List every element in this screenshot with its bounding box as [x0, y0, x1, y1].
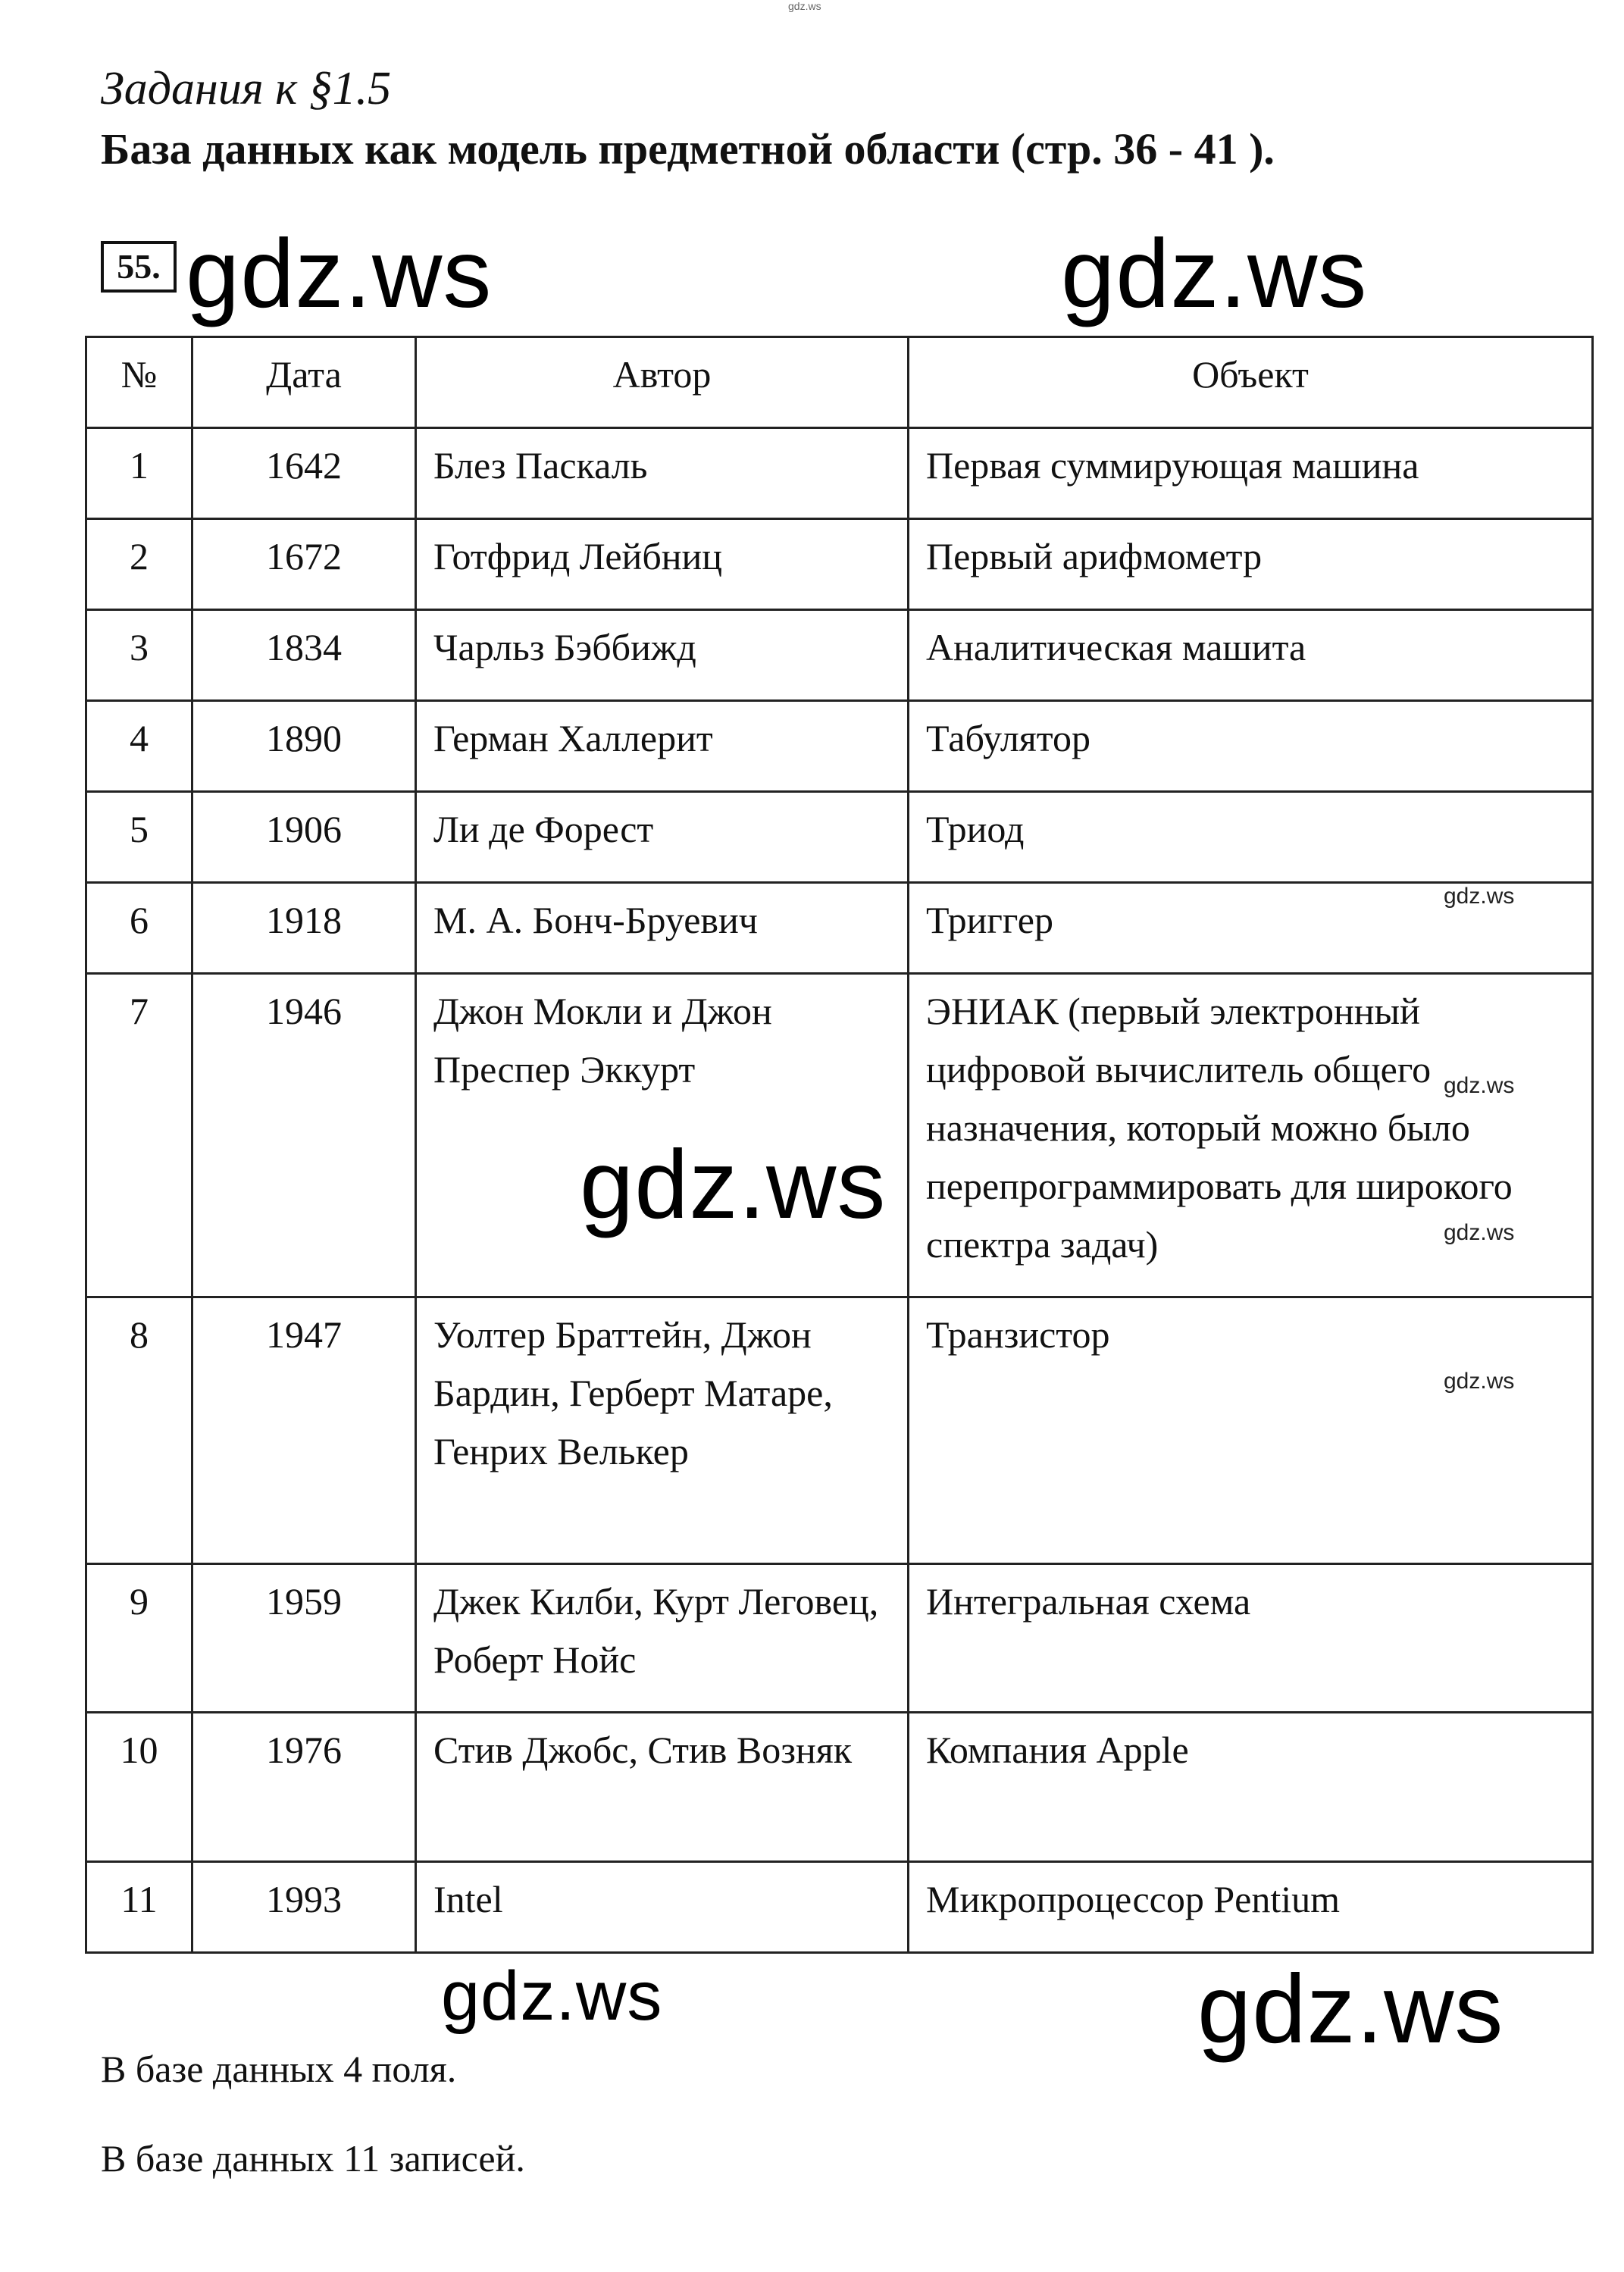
table-row [86, 1862, 1593, 1953]
watermark: gdz.ws [1444, 1369, 1515, 1394]
cell-author: Джон Мокли и Джон Преспер Эккурт [416, 974, 909, 1297]
table-row [86, 792, 1593, 883]
cell-object: Микропроцессор Pentium [909, 1862, 1593, 1953]
table-row [86, 519, 1593, 610]
cell-date: 1672 [192, 519, 416, 610]
table-row [86, 610, 1593, 701]
cell-object: Табулятор [909, 701, 1593, 792]
cell-author: М. А. Бонч-Бруевич [416, 883, 909, 974]
watermark-top: gdz.ws [788, 0, 821, 12]
cell-author: Джек Килби, Курт Леговец, Роберт Нойс [416, 1564, 909, 1713]
cell-author: Чарльз Бэббижд [416, 610, 909, 701]
cell-author: Ли де Форест [416, 792, 909, 883]
cell-author: Готфрид Лейбниц [416, 519, 909, 610]
cell-number: 10 [86, 1713, 192, 1862]
header-author: Автор [416, 337, 909, 428]
cell-object: Аналитическая машита [909, 610, 1593, 701]
table-row [86, 428, 1593, 519]
cell-number: 3 [86, 610, 192, 701]
watermark: gdz.ws [441, 1957, 663, 2035]
section-title: База данных как модель предметной области (стр. 36 - 41 ). [101, 124, 1275, 174]
cell-number: 4 [86, 701, 192, 792]
cell-number: 2 [86, 519, 192, 610]
summary-records: В базе данных 11 записей. [101, 2137, 525, 2180]
cell-date: 1947 [192, 1297, 416, 1564]
cell-date: 1890 [192, 701, 416, 792]
cell-object: Триод [909, 792, 1593, 883]
cell-number: 9 [86, 1564, 192, 1713]
cell-date: 1918 [192, 883, 416, 974]
section-subtitle: Задания к §1.5 [101, 63, 392, 114]
cell-object: Первый арифмометр [909, 519, 1593, 610]
cell-object: Компания Apple [909, 1713, 1593, 1862]
cell-date: 1946 [192, 974, 416, 1297]
cell-object: Первая суммирующая машина [909, 428, 1593, 519]
header-number: № [86, 337, 192, 428]
table-row [86, 1713, 1593, 1862]
watermark: gdz.ws [1197, 1955, 1504, 2064]
watermark: gdz.ws [1061, 220, 1368, 328]
cell-number: 7 [86, 974, 192, 1297]
task-number: 55. [101, 241, 177, 293]
cell-number: 6 [86, 883, 192, 974]
header-object: Объект [909, 337, 1593, 428]
cell-object: Триггер [909, 883, 1593, 974]
cell-object: ЭНИАК (первый электронный цифровой вычислитель общего назначения, который можно было перепрограммировать для широкого спектра задач) [909, 974, 1593, 1297]
cell-author: Герман Халлерит [416, 701, 909, 792]
watermark: gdz.ws [580, 1131, 887, 1239]
table-header-row [86, 337, 1593, 428]
watermark: gdz.ws [1444, 1073, 1515, 1098]
cell-number: 1 [86, 428, 192, 519]
cell-number: 5 [86, 792, 192, 883]
cell-date: 1976 [192, 1713, 416, 1862]
table-row [86, 1297, 1593, 1564]
watermark: gdz.ws [186, 220, 493, 328]
table-row [86, 1564, 1593, 1713]
cell-number: 11 [86, 1862, 192, 1953]
cell-date: 1959 [192, 1564, 416, 1713]
cell-date: 1834 [192, 610, 416, 701]
cell-author: Intel [416, 1862, 909, 1953]
cell-author: Уолтер Браттейн, Джон Бардин, Герберт Матаре, Генрих Велькер [416, 1297, 909, 1564]
header-date: Дата [192, 337, 416, 428]
summary-fields: В базе данных 4 поля. [101, 2048, 457, 2090]
cell-date: 1642 [192, 428, 416, 519]
cell-number: 8 [86, 1297, 192, 1564]
watermark: gdz.ws [1444, 1220, 1515, 1245]
cell-object: Транзистор [909, 1297, 1593, 1564]
watermark: gdz.ws [1444, 884, 1515, 909]
table-row [86, 883, 1593, 974]
cell-object: Интегральная схема [909, 1564, 1593, 1713]
cell-author: Стив Джобс, Стив Возняк [416, 1713, 909, 1862]
table-row [86, 701, 1593, 792]
cell-date: 1906 [192, 792, 416, 883]
cell-author: Блез Паскаль [416, 428, 909, 519]
cell-date: 1993 [192, 1862, 416, 1953]
